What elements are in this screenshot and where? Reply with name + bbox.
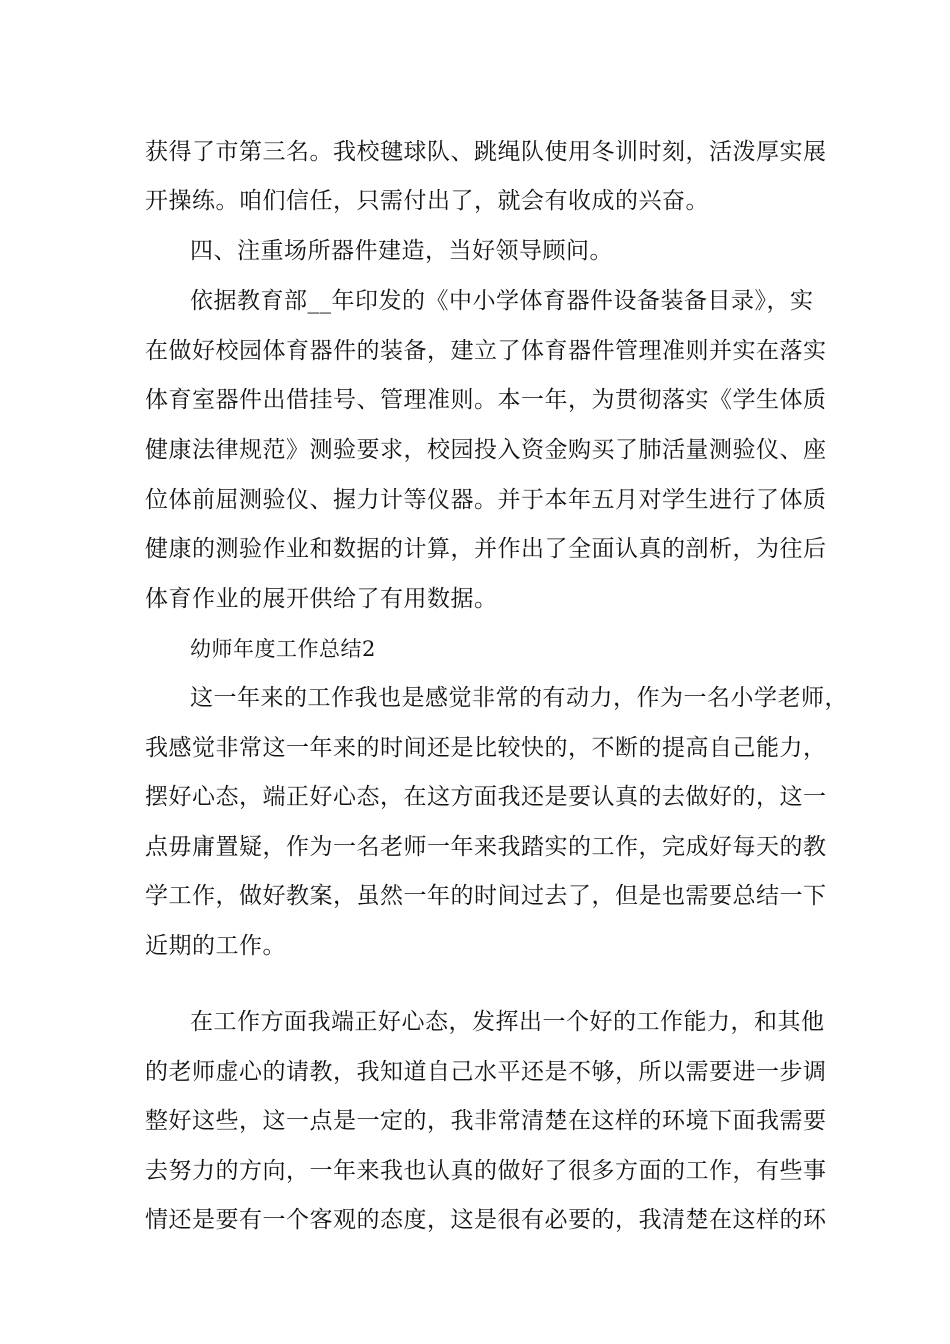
paragraph-line: 近期的工作。 (145, 933, 286, 959)
paragraph-line: 在做好校园体育器件的装备，建立了体育器件管理准则并实在落实 (145, 338, 827, 364)
paragraph-line: 情还是要有一个客观的态度，这是很有必要的，我清楚在这样的环 (145, 1207, 827, 1233)
paragraph-line: 学工作，做好教案，虽然一年的时间过去了，但是也需要总结一下 (145, 883, 827, 909)
paragraph-line: 开操练。咱们信任，只需付出了，就会有收成的兴奋。 (145, 188, 709, 214)
paragraph-line: 获得了市第三名。我校毽球队、跳绳队使用冬训时刻，活泼厚实展 (145, 139, 827, 165)
paragraph-line: 的老师虚心的请教，我知道自己水平还是不够，所以需要进一步调 (145, 1059, 827, 1085)
paragraph-line: 健康的测验作业和数据的计算，并作出了全面认真的剖析，为往后 (145, 536, 827, 562)
paragraph-line: 在工作方面我端正好心态，发挥出一个好的工作能力，和其他 (190, 1009, 825, 1035)
paragraph-line: 这一年来的工作我也是感觉非常的有动力，作为一名小学老师， (190, 685, 848, 711)
section-heading: 四、注重场所器件建造，当好领导顾问。 (190, 238, 613, 264)
paragraph-line: 整好这些，这一点是一定的，我非常清楚在这样的环境下面我需要 (145, 1108, 827, 1134)
paragraph-line: 位体前屈测验仪、握力计等仪器。并于本年五月对学生进行了体质 (145, 487, 827, 513)
paragraph-line: 依据教育部__年印发的《中小学体育器件设备装备目录》，实 (190, 288, 814, 314)
section-title: 幼师年度工作总结2 (190, 637, 376, 661)
paragraph-line: 体育作业的展开供给了有用数据。 (145, 586, 498, 612)
paragraph-line: 去努力的方向，一年来我也认真的做好了很多方面的工作，有些事 (145, 1158, 827, 1184)
paragraph-line: 摆好心态，端正好心态，在这方面我还是要认真的去做好的，这一 (145, 784, 827, 810)
paragraph-line: 点毋庸置疑，作为一名老师一年来我踏实的工作，完成好每天的教 (145, 834, 827, 860)
paragraph-line: 体育室器件出借挂号、管理准则。本一年，为贯彻落实《学生体质 (145, 387, 827, 413)
paragraph-line: 健康法律规范》测验要求，校园投入资金购买了肺活量测验仪、座 (145, 437, 827, 463)
paragraph-line: 我感觉非常这一年来的时间还是比较快的，不断的提高自己能力， (145, 735, 827, 761)
